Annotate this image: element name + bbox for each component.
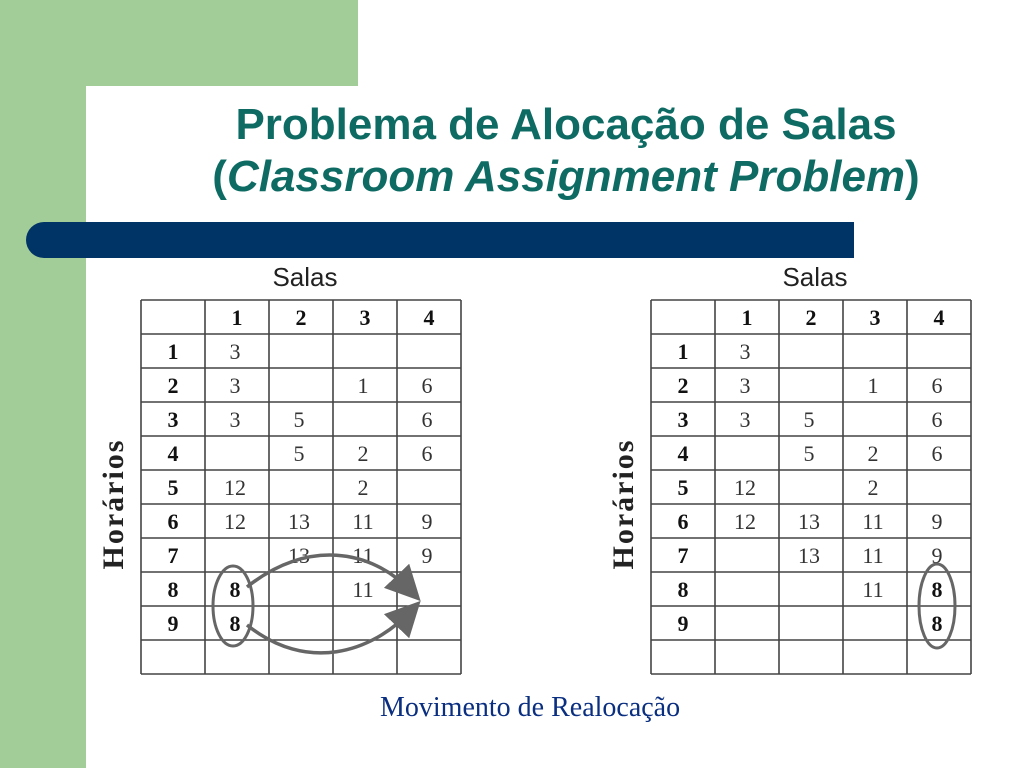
table-cell-value: 5 [803,407,815,432]
column-header: 1 [231,305,243,330]
row-header: 2 [167,373,179,398]
table-cell-value: 11 [862,577,884,602]
table-cell-value: 6 [421,407,433,432]
table-cell-value: 12 [734,509,756,534]
table-cell-value: 13 [288,509,310,534]
table-cell-value: 3 [229,373,241,398]
table-cell-value: 2 [867,441,879,466]
table-cell-value: 11 [352,577,374,602]
rows-label: Horários [97,438,130,570]
row-header: 8 [167,577,179,602]
row-header: 4 [677,441,689,466]
table-cell-value: 13 [288,543,310,568]
title-close-paren: ) [905,152,920,201]
table-cell-value: 8 [229,611,241,636]
row-header: 8 [677,577,689,602]
table-cell-value: 9 [931,543,943,568]
row-header: 6 [167,509,179,534]
table-cell-value: 13 [798,543,820,568]
column-header: 1 [741,305,753,330]
row-header: 6 [677,509,689,534]
table-cell-value: 3 [739,407,751,432]
table-cell-value: 9 [421,509,433,534]
row-header: 5 [677,475,689,500]
title-open-paren: ( [212,152,227,201]
table-cell-value: 8 [229,577,241,602]
column-header: 3 [869,305,881,330]
table-cell-value: 6 [931,373,943,398]
column-header: 4 [933,305,945,330]
table-cell-value: 11 [352,509,374,534]
move-arrow-row8 [247,555,411,591]
title-line1: Problema de Alocação de Salas [235,100,897,149]
column-header: 2 [295,305,307,330]
row-header: 7 [677,543,689,568]
row-header: 1 [167,339,179,364]
table-cell-value: 3 [229,407,241,432]
row-header: 3 [167,407,179,432]
row-header: 2 [677,373,689,398]
table-cell-value: 11 [862,543,884,568]
table-cell-value: 11 [862,509,884,534]
table-cell-value: 5 [803,441,815,466]
table-cell-value: 11 [352,543,374,568]
table-cell-value: 12 [224,509,246,534]
rows-label: Horários [607,438,640,570]
table-cell-value: 2 [867,475,879,500]
table-cell-value: 12 [224,475,246,500]
columns-label: Salas [782,262,848,292]
table-cell-value: 9 [421,543,433,568]
title-english: Classroom Assignment Problem [226,152,906,201]
table-cell-value: 2 [357,475,369,500]
row-header: 3 [677,407,689,432]
table-cell-value: 6 [931,441,943,466]
table-cell-value: 6 [421,373,433,398]
row-header: 4 [167,441,179,466]
table-cell-value: 13 [798,509,820,534]
table-cell-value: 8 [931,611,943,636]
column-header: 2 [805,305,817,330]
table-cell-value: 12 [734,475,756,500]
row-header: 9 [677,611,689,636]
row-header: 1 [677,339,689,364]
column-header: 3 [359,305,371,330]
table-cell-value: 3 [229,339,241,364]
table-cell-value: 5 [293,441,305,466]
table-cell-value: 3 [739,373,751,398]
caption: Movimento de Realocação [380,692,681,723]
row-header: 7 [167,543,179,568]
column-header: 4 [423,305,435,330]
row-header: 5 [167,475,179,500]
table-cell-value: 1 [867,373,879,398]
table-cell-value: 3 [739,339,751,364]
table-cell-value: 6 [931,407,943,432]
columns-label: Salas [272,262,338,292]
table-cell-value: 1 [357,373,369,398]
table-cell-value: 9 [931,509,943,534]
move-arrow-row9 [247,611,411,653]
row-header: 9 [167,611,179,636]
table-cell-value: 8 [931,577,943,602]
table-cell-value: 6 [421,441,433,466]
table-cell-value: 2 [357,441,369,466]
table-cell-value: 5 [293,407,305,432]
